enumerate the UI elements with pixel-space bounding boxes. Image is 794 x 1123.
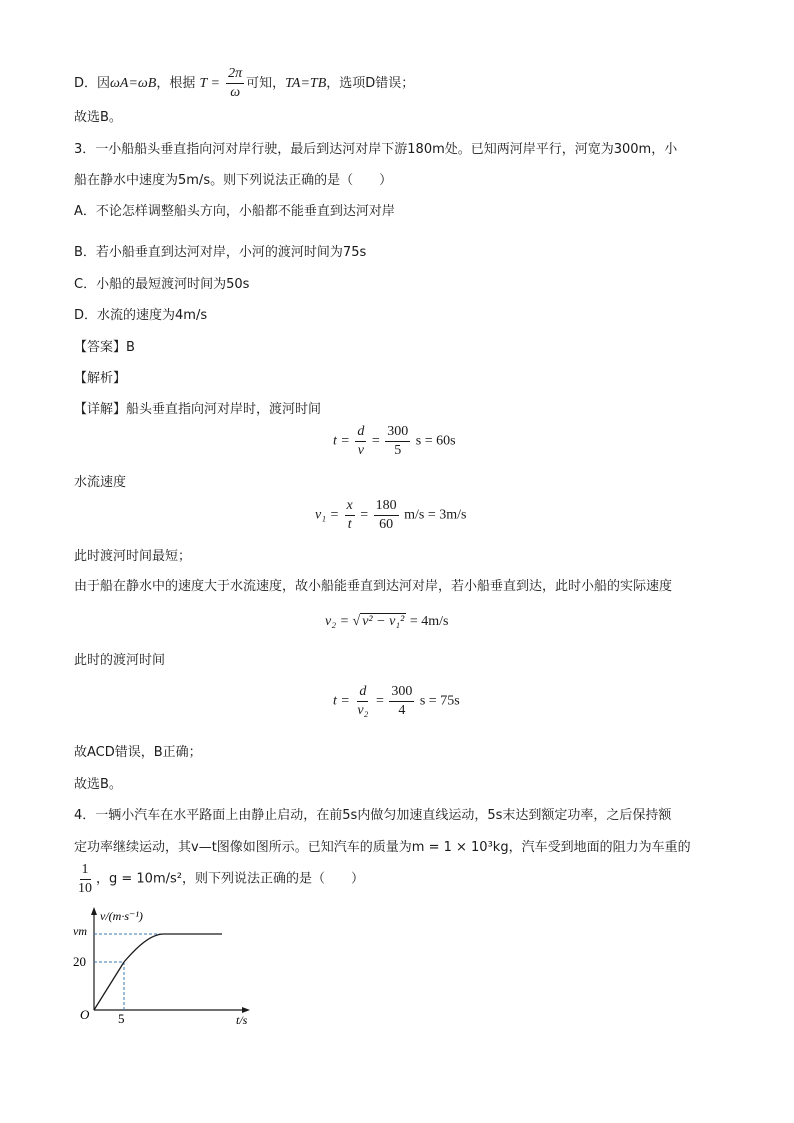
series-linear-segment <box>94 962 124 1010</box>
y-tick-vm: vm <box>73 924 87 938</box>
q4-stem-tail: ，g = 10m/s²，则下列说法正确的是（ ） <box>96 871 364 887</box>
eq2-den-b: 60 <box>379 517 394 532</box>
period-formula-lhs: T = <box>199 76 220 91</box>
eq1-tail: s = 60s <box>415 433 456 449</box>
q3-reason: 由于船在静水中的速度大于水流速度，故小船能垂直到达河对岸，若小船垂直到达，此时小船的实际速度 <box>74 579 673 594</box>
equation-actual-speed <box>325 614 448 630</box>
eq4-frac-a <box>355 684 370 719</box>
eq4-num-a: d <box>357 684 368 702</box>
q3-detail: 【详解】船头垂直指向河对岸时，渡河时间 <box>74 402 322 417</box>
eq1-frac-b <box>385 424 410 459</box>
velocity-time-graph <box>70 905 270 1025</box>
eq2-equals: = <box>360 507 369 523</box>
eq1-equals: = <box>371 433 380 449</box>
sqrt-sign: √ <box>352 614 361 629</box>
eq4-num-b: 300 <box>389 684 414 702</box>
eq2-frac-a <box>345 498 355 533</box>
eq4-tail: s = 75s <box>419 693 460 709</box>
graph-marks <box>94 934 222 1010</box>
q2-choose: 故选B。 <box>74 110 122 125</box>
series-curve-segment <box>124 934 164 962</box>
option-d-conclusion: ，选项D错误； <box>326 76 415 91</box>
fraction-numerator: 2π <box>226 66 244 84</box>
q4-frac-num: 1 <box>80 862 91 880</box>
eq3-tail: = 4m/s <box>409 614 449 629</box>
according-text: ，根据 <box>156 76 196 91</box>
q4-frac-den: 10 <box>78 881 92 896</box>
option-d-prefix: D．因 <box>74 76 111 91</box>
y-axis-arrow <box>91 907 97 915</box>
period-equality: TA=TB <box>285 76 327 91</box>
eq1-lhs: t = <box>333 433 350 449</box>
eq4-den-b: 4 <box>398 703 406 718</box>
eq1-num-b: 300 <box>385 424 410 442</box>
y-tick-20: 20 <box>73 954 86 969</box>
q3-option-d: D．水流的速度为4m/s <box>74 308 208 323</box>
origin-label: O <box>80 1007 90 1022</box>
q4-stem-line3 <box>74 862 364 897</box>
eq1-den-a: v <box>357 443 364 458</box>
eq2-frac-b <box>374 498 399 533</box>
q3-shortest: 此时渡河时间最短； <box>74 549 192 564</box>
q3-option-b: B．若小船垂直到达河对岸，小河的渡河时间为75s <box>74 245 367 260</box>
q3-water-speed: 水流速度 <box>74 475 127 490</box>
eq4-lhs: t = <box>333 693 350 709</box>
knowable-text: 可知， <box>246 76 286 91</box>
q3-time-now: 此时的渡河时间 <box>74 653 166 668</box>
eq2-tail: m/s = 3m/s <box>404 507 467 523</box>
q3-option-c: C．小船的最短渡河时间为50s <box>74 277 250 292</box>
equation-crossing-time <box>333 424 456 459</box>
omega-equality: ωA=ωB <box>110 76 157 91</box>
q3-verdict: 故ACD错误，B正确； <box>74 745 202 760</box>
eq2-den-a: t <box>347 517 352 532</box>
eq3-lhs: v₂ = <box>325 614 350 629</box>
x-tick-5: 5 <box>118 1011 125 1025</box>
x-axis-label: t/s <box>236 1013 248 1025</box>
q3-answer: 【答案】B <box>74 340 135 355</box>
eq4-den-a: v₂ <box>357 703 369 718</box>
fraction-denominator: ω <box>230 85 241 100</box>
q3-choose: 故选B。 <box>74 777 122 792</box>
q4-stem-line2: 定功率继续运动，其v—t图像如图所示。已知汽车的质量为m = 1 × 10³kg，汽车受到地面的阻力为车重的 <box>74 840 691 855</box>
eq3-radicand: v² − v₁² <box>362 614 405 629</box>
q3-option-a: A．不论怎样调整船头方向，小船都不能垂直到达河对岸 <box>74 204 395 219</box>
q4-stem-line1: 4．一辆小汽车在水平路面上由静止启动，在前5s内做匀加速直线运动，5s末达到额定功率，之后保持额 <box>74 808 672 823</box>
eq4-equals: = <box>375 693 384 709</box>
q3-stem-line2: 船在静水中速度为5m/s。则下列说法正确的是（ ） <box>74 173 393 188</box>
q4-drag-fraction <box>76 862 94 897</box>
eq1-num-a: d <box>355 424 366 442</box>
y-axis-label: v/(m·s⁻¹) <box>100 909 143 923</box>
period-fraction <box>226 66 244 101</box>
eq2-lhs: v₁ = <box>315 507 340 523</box>
eq2-num-b: 180 <box>374 498 399 516</box>
eq2-num-a: x <box>345 498 355 516</box>
equation-crossing-time-vertical <box>333 684 460 719</box>
q2-option-d <box>74 66 414 101</box>
eq4-frac-b <box>389 684 414 719</box>
q3-analysis: 【解析】 <box>74 371 127 386</box>
eq1-den-b: 5 <box>394 443 402 458</box>
equation-water-speed <box>315 498 467 533</box>
eq1-frac-a <box>355 424 366 459</box>
q3-stem-line1: 3．一小船船头垂直指向河对岸行驶，最后到达河对岸下游180m处。已知两河岸平行，河宽为300m，小 <box>74 142 678 157</box>
